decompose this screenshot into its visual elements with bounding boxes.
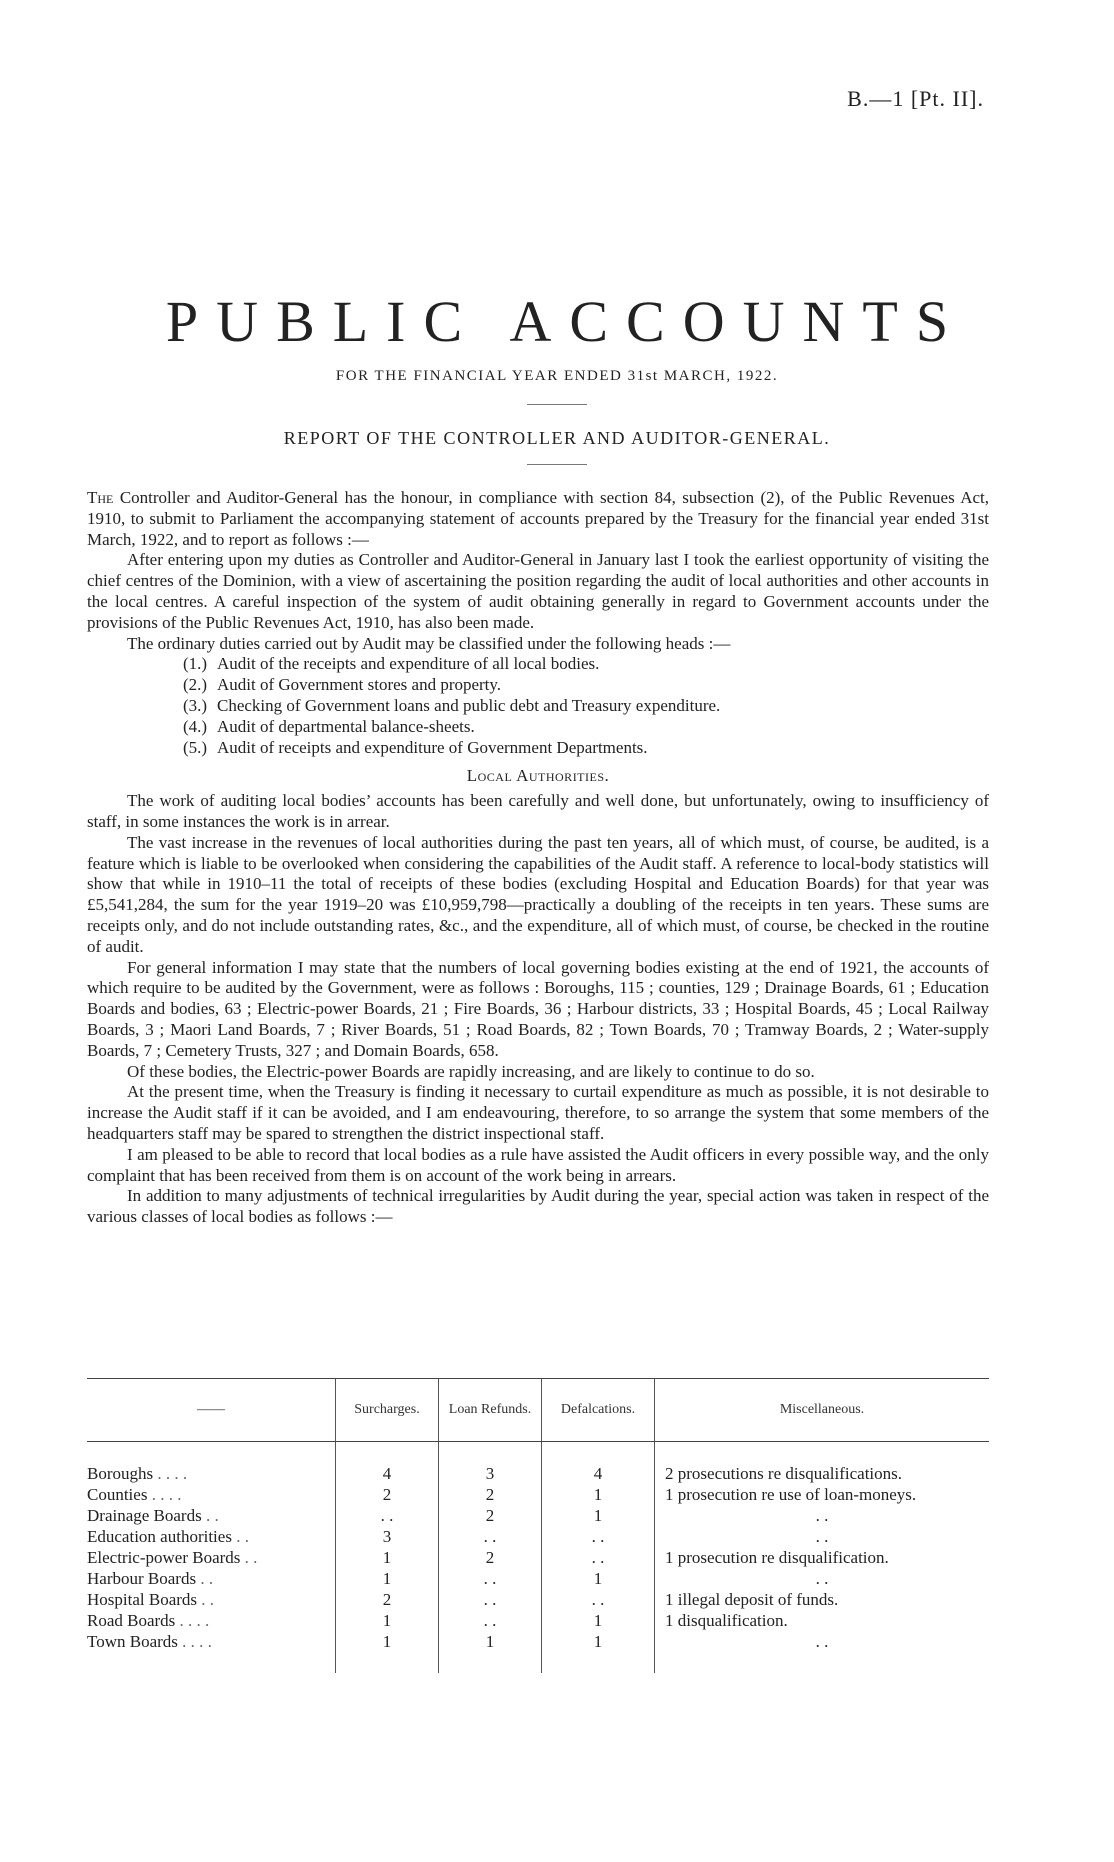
intro-paragraph [87,488,989,550]
page-reference: B.—1 [Pt. II]. [847,86,984,111]
page-title: PUBLIC ACCOUNTS [165,289,967,354]
cell-defalcations: 1 [542,1484,655,1505]
cell-loan-refunds: 2 [439,1547,542,1568]
list-item-text: Checking of Government loans and public debt and Treasury expenditure. [217,695,721,715]
cell-miscellaneous: 1 illegal deposit of funds. [655,1589,990,1610]
table-row [87,1463,989,1484]
report-title: REPORT OF THE CONTROLLER AND AUDITOR-GENERAL. [283,428,831,448]
leader-dots: . . . . [157,1463,188,1483]
cell-defalcations: 4 [542,1463,655,1484]
row-name: Hospital Boards [87,1589,198,1609]
actions-table [87,1378,989,1673]
table-row [87,1568,989,1589]
leader-dots: . . [200,1568,214,1588]
leader-dots: . . . . [182,1631,212,1651]
paragraph: Of these bodies, the Electric-power Boards are rapidly increasing, and are likely to continue to do so. [127,1061,815,1081]
header-blank: —— [87,1379,336,1442]
list-item [87,696,989,717]
cell-loan-refunds: . . [439,1589,542,1610]
divider [527,404,587,405]
leader-dots: . . . . [151,1484,182,1504]
divider [527,464,587,465]
paragraph: In addition to many adjustments of technical irregularities by Audit during the year, special action was taken in respect of the various classes of local bodies as follows :— [87,1186,989,1227]
paragraph: At the present time, when the Treasury is finding it necessary to curtail expenditure as much as possible, it is not desirable to increase the Audit staff if it can be avoided, and I am endeavouring, therefore, to so arrange the system that some members of the headquarters staff may be spared to strengthen the district inspectional staff. [87,1082,989,1143]
row-name: Road Boards [87,1610,176,1630]
cell-defalcations: 1 [542,1631,655,1652]
header-defalcations: Defalcations. [542,1379,655,1442]
table-row [87,1484,989,1505]
cell-surcharges: 2 [336,1589,439,1610]
cell-surcharges: . . [336,1505,439,1526]
cell-surcharges: 3 [336,1526,439,1547]
cell-loan-refunds: . . [439,1568,542,1589]
cell-miscellaneous: 2 prosecutions re disqualifications. [655,1463,990,1484]
cell-defalcations: 1 [542,1610,655,1631]
section-heading: Local Authorities. [466,766,610,786]
cell-loan-refunds: . . [439,1610,542,1631]
cell-loan-refunds: 3 [439,1463,542,1484]
list-item [87,738,989,759]
list-item [87,675,989,696]
cell-defalcations: . . [542,1526,655,1547]
row-name: Town Boards [87,1631,178,1651]
intro-lead-word: The [87,488,114,507]
leader-dots: . . . . [179,1610,210,1630]
cell-surcharges: 1 [336,1568,439,1589]
cell-miscellaneous: . . [655,1526,990,1547]
list-item-text: Audit of departmental balance-sheets. [217,716,475,736]
cell-loan-refunds: . . [439,1526,542,1547]
cell-surcharges: 2 [336,1484,439,1505]
list-item [87,717,989,738]
paragraph: After entering upon my duties as Controller and Auditor-General in January last I took the earliest opportunity of visiting the chief centres of the Dominion, with a view of ascertaining the position regarding the audit of local authorities and other accounts in the local centres. A careful inspection of the system of audit obtaining generally in regard to Government accounts under the provisions of the Public Revenues Act, 1910, has also been made. [87,550,989,632]
row-name: Education authorities [87,1526,232,1546]
report-body [87,488,989,1228]
list-item [87,654,989,675]
leader-dots: . . [201,1589,215,1609]
cell-defalcations: 1 [542,1505,655,1526]
table-row [87,1547,989,1568]
row-name: Counties [87,1484,148,1504]
table-row [87,1589,989,1610]
cell-loan-refunds: 2 [439,1484,542,1505]
leader-dots: . . [244,1547,258,1567]
list-item-number: (2.) [183,675,208,695]
cell-defalcations: . . [542,1589,655,1610]
paragraph: For general information I may state that the numbers of local governing bodies existing at the end of 1921, the accounts of which require to be audited by the Government, were as follows : Boroughs, 115 ; counties, 129 ; Drainage Boards, 61 ; Education Boards and bodies, 63 ; Electric-power Boards, 21 ; Fire Boards, 36 ; Harbour districts, 33 ; Hospital Boards, 45 ; Local Railway Boards, 3 ; Maori Land Boards, 7 ; River Boards, 51 ; Road Boards, 82 ; Town Boards, 70 ; Tramway Boards, 2 ; Water-supply Boards, 7 ; Cemetery Trusts, 327 ; and Domain Boards, 658. [87,957,989,1060]
cell-defalcations: . . [542,1547,655,1568]
list-item-number: (5.) [183,737,208,757]
row-name: Electric-power Boards [87,1547,241,1567]
list-item-text: Audit of receipts and expenditure of Government Departments. [217,737,648,757]
leader-dots: . . [236,1526,249,1546]
list-item-number: (1.) [183,654,208,674]
list-item-text: Audit of Government stores and property. [217,675,502,695]
list-item-text: Audit of the receipts and expenditure of all local bodies. [217,654,600,674]
table-row [87,1631,989,1652]
row-name: Harbour Boards [87,1568,197,1588]
header-surcharges: Surcharges. [336,1379,439,1442]
table-header-row [87,1379,989,1442]
list-item-number: (3.) [183,695,208,715]
cell-miscellaneous: 1 prosecution re use of loan-moneys. [655,1484,990,1505]
intro-text: Controller and Auditor-General has the honour, in compliance with section 84, subsection (2), of the Public Revenues Act, 1910, to submit to Parliament the accompanying statement of accounts prepared by the Treasury for the financial year ended 31st March, 1922, and to report as follows :— [87,488,989,549]
cell-surcharges: 1 [336,1547,439,1568]
cell-miscellaneous: . . [655,1631,990,1652]
paragraph: I am pleased to be able to record that local bodies as a rule have assisted the Audit officers in every possible way, and the only complaint that has been received from them is on account of the work being in arrears. [87,1144,989,1185]
leader-dots: . . [205,1505,219,1525]
paragraph: The ordinary duties carried out by Audit may be classified under the following heads :— [127,633,731,653]
cell-surcharges: 4 [336,1463,439,1484]
cell-loan-refunds: 2 [439,1505,542,1526]
cell-loan-refunds: 1 [439,1631,542,1652]
table-row [87,1610,989,1631]
list-item-number: (4.) [183,716,208,736]
page-subtitle: FOR THE FINANCIAL YEAR ENDED 31st MARCH, 1922. [335,368,779,384]
cell-miscellaneous: . . [655,1505,990,1526]
cell-miscellaneous: . . [655,1568,990,1589]
row-name: Boroughs [87,1463,154,1483]
cell-miscellaneous: 1 disqualification. [655,1610,990,1631]
paragraph: The work of auditing local bodies’ accounts has been carefully and well done, but unfortunately, owing to insufficiency of staff, in some instances the work is in arrear. [87,791,989,831]
table-row [87,1505,989,1526]
cell-surcharges: 1 [336,1610,439,1631]
cell-miscellaneous: 1 prosecution re disqualification. [655,1547,990,1568]
cell-defalcations: 1 [542,1568,655,1589]
cell-surcharges: 1 [336,1631,439,1652]
paragraph: The vast increase in the revenues of local authorities during the past ten years, all of which must, of course, be audited, is a feature which is liable to be overlooked when considering the capabilities of the Audit staff. A reference to local-body statistics will show that while in 1910–11 the total of receipts of these bodies (excluding Hospital and Education Boards) for that year was £5,541,284, the sum for the year 1919–20 was £10,959,798—practically a doubling of the receipts in ten years. These sums are receipts only, and do not include outstanding rates, &c., and the expenditure, all of which must, of course, be checked in the routine of audit. [87,832,989,956]
header-loan-refunds: Loan Refunds. [439,1379,542,1442]
duties-list [87,654,989,758]
table-row [87,1526,989,1547]
row-name: Drainage Boards [87,1505,202,1525]
header-miscellaneous: Miscellaneous. [655,1379,990,1442]
